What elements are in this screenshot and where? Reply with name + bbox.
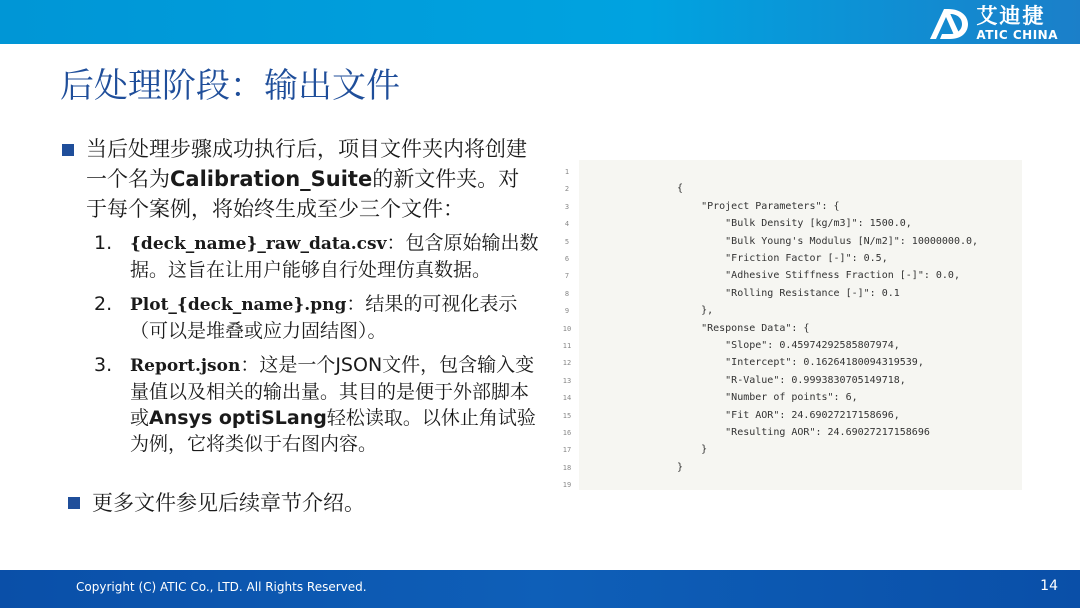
code-line-number: 2 <box>564 185 570 194</box>
code-line: "Bulk Young's Modulus [N/m2]": 10000000.0, <box>677 235 979 247</box>
file-description: ：包含原始输出数据。这旨在让用户能够自行处理仿真数据。 <box>130 232 539 281</box>
file-list <box>94 230 542 457</box>
code-line: "Slope": 0.45974292585807974, <box>677 340 900 351</box>
code-line-number: 12 <box>562 359 572 368</box>
code-line: "Fit AOR": 24.69027217158696, <box>677 409 900 421</box>
bullet-secondary-text: 更多文件参见后续章节介绍。 <box>92 491 365 515</box>
code-line-number: 18 <box>562 463 572 472</box>
code-line-number: 11 <box>562 342 572 350</box>
slide-content <box>62 134 542 465</box>
file-name: Plot_{deck_name}.png <box>130 295 347 315</box>
code-line-number: 19 <box>562 481 572 490</box>
folder-name: Calibration_Suite <box>170 167 373 191</box>
list-number: 3. <box>94 354 113 376</box>
bullet-secondary <box>68 488 365 518</box>
bullet-square-icon <box>62 144 74 156</box>
code-line: } <box>677 461 684 473</box>
code-line: } <box>677 444 708 456</box>
code-line-number: 9 <box>564 307 570 316</box>
code-line: }, <box>677 305 714 317</box>
code-line-number: 7 <box>564 272 570 281</box>
bullet-main-pre: 当后处理步骤成功执行后，项目文件夹内将创建一个名为 <box>86 137 527 191</box>
json-code-block <box>579 160 1022 490</box>
code-line-number: 16 <box>562 429 572 437</box>
code-line: "Friction Factor [-]": 0.5, <box>677 253 888 264</box>
code-line: "R-Value": 0.9993830705149718, <box>677 374 906 386</box>
code-line: "Rolling Resistance [-]": 0.1 <box>677 287 900 299</box>
bullet-main <box>62 134 542 224</box>
software-name: Ansys optiSLang <box>149 407 327 429</box>
code-line-number: 14 <box>562 394 572 403</box>
list-item <box>94 291 542 344</box>
code-line-number: 1 <box>564 168 570 176</box>
code-line: "Response Data": { <box>677 322 810 334</box>
code-line-number: 6 <box>564 255 570 263</box>
bullet-main-text <box>86 134 536 224</box>
bullet-main-post: 的新文件夹。对于每个案例，将始终生成至少三个文件： <box>86 167 520 221</box>
slide-title: 后处理阶段：输出文件 <box>60 66 400 106</box>
code-line-number: 10 <box>562 324 572 333</box>
logo-chinese-name: 艾迪捷 <box>976 3 1046 28</box>
page-number: 14 <box>1040 578 1058 594</box>
logo-mark-icon <box>926 5 970 41</box>
list-number: 2. <box>94 293 113 315</box>
list-number: 1. <box>94 232 113 254</box>
file-description-end: 轻松读取。以休止角试验为例，它将类似于右图内容。 <box>130 407 536 455</box>
code-line: "Number of points": 6, <box>677 392 858 404</box>
code-line: "Resulting AOR": 24.69027217158696 <box>677 427 930 438</box>
code-line: { <box>677 183 684 195</box>
list-item <box>94 230 542 283</box>
code-line-number: 4 <box>564 220 570 229</box>
code-line-number: 3 <box>564 202 570 211</box>
logo-english-name: ATIC CHINA <box>976 27 1058 42</box>
bullet-square-icon <box>68 497 80 509</box>
copyright-text: Copyright (C) ATIC Co., LTD. All Rights Reserved. <box>76 580 367 594</box>
code-line-number: 5 <box>564 237 570 246</box>
code-line-number: 17 <box>562 446 572 455</box>
top-banner <box>0 0 1080 44</box>
file-description: ：这是一个JSON文件，包含输入变量值以及相关的输出量。其目的是便于外部脚本或 <box>130 354 535 429</box>
code-line-number: 8 <box>564 289 570 298</box>
list-item <box>94 352 542 457</box>
footer-bar <box>0 570 1080 608</box>
code-line-number: 13 <box>562 376 572 385</box>
file-name: {deck_name}_raw_data.csv <box>130 234 387 254</box>
company-logo <box>926 4 1058 42</box>
file-description: ：结果的可视化表示（可以是堆叠或应力固结图）。 <box>130 293 518 342</box>
code-line: "Adhesive Stiffness Fraction [-]": 0.0, <box>677 270 960 282</box>
code-line: "Project Parameters": { <box>677 200 840 212</box>
code-line: "Bulk Density [kg/m3]": 1500.0, <box>677 218 912 230</box>
code-line-number: 15 <box>562 411 572 420</box>
file-name: Report.json <box>130 356 241 376</box>
code-line: "Intercept": 0.16264180094319539, <box>677 357 924 369</box>
